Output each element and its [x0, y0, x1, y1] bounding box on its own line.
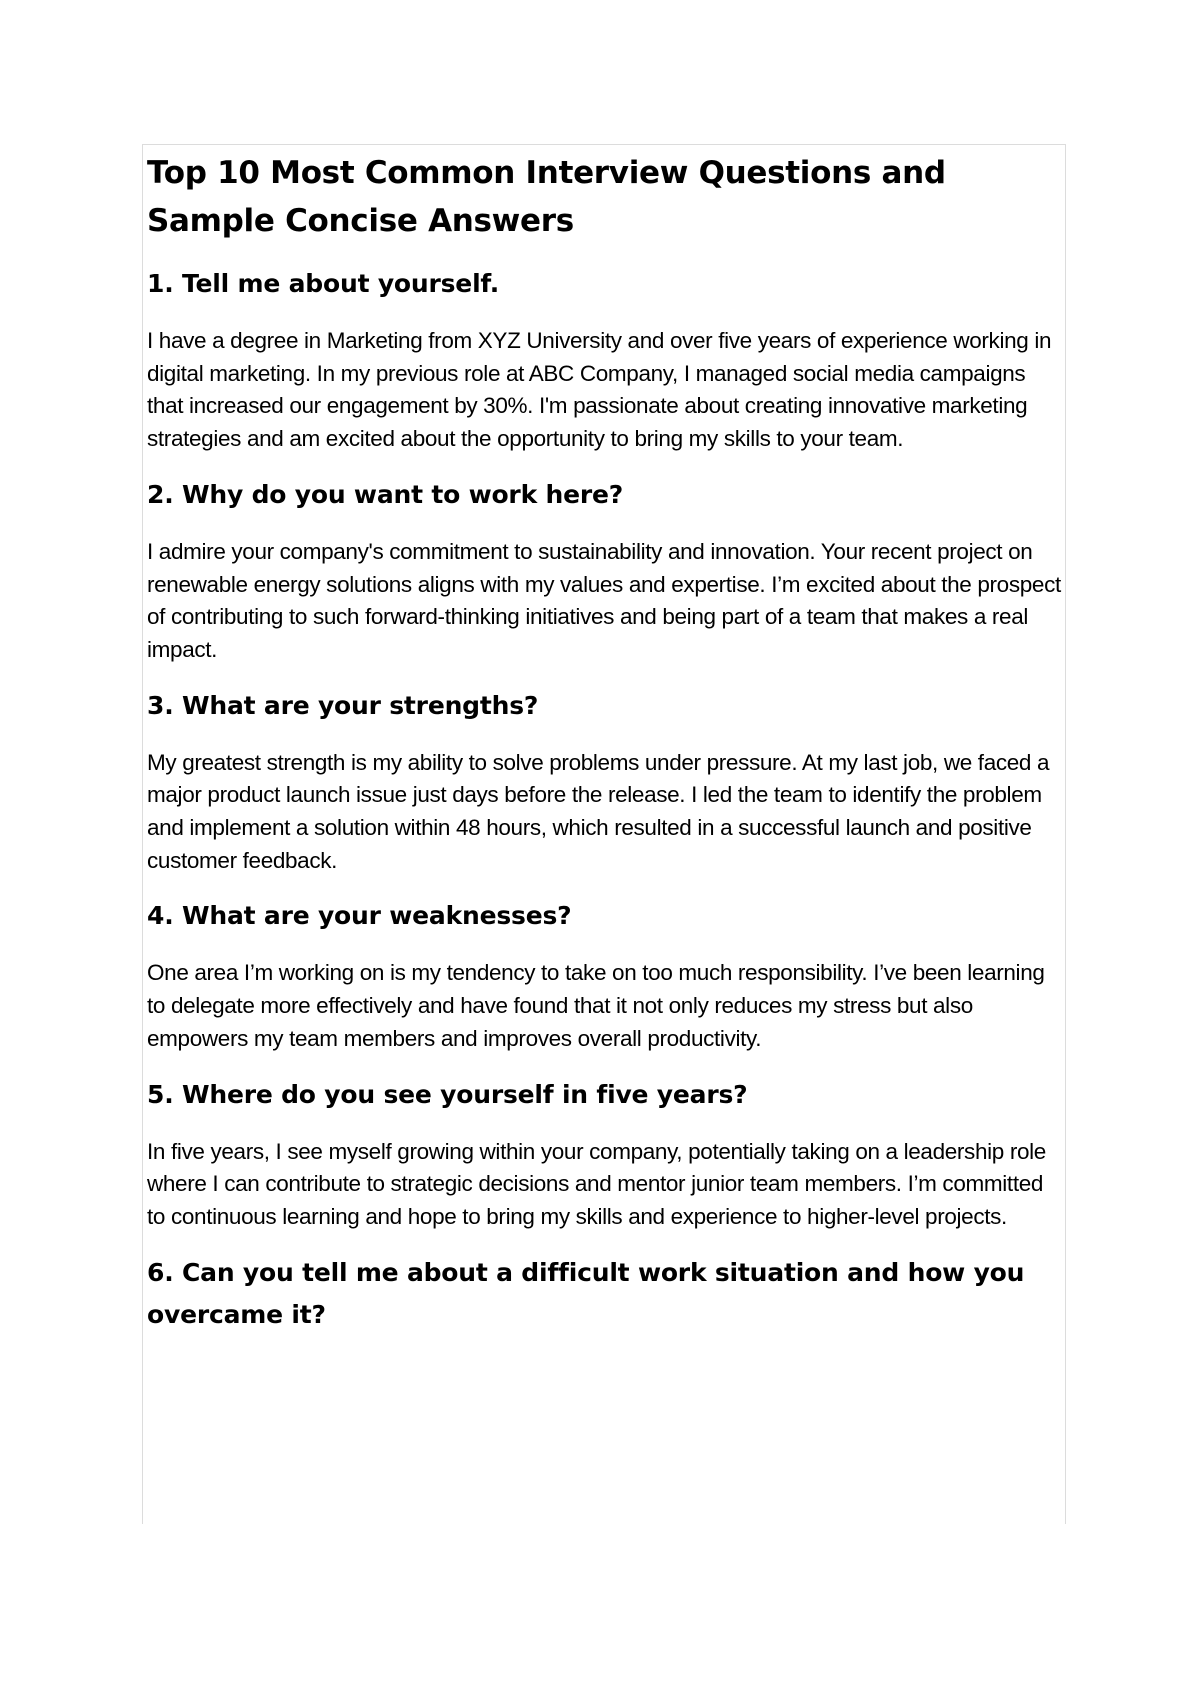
page-title: Top 10 Most Common Interview Questions and Sample Concise Answers — [147, 155, 946, 239]
question-heading: 3. What are your strengths? — [147, 690, 539, 720]
question-heading: 2. Why do you want to work here? — [147, 479, 624, 509]
question-heading: 6. Can you tell me about a difficult work situation and how you overcame it? — [147, 1257, 1025, 1329]
question-heading: 4. What are your weaknesses? — [147, 901, 572, 931]
document-frame — [142, 144, 1066, 1524]
answer-paragraph: I have a degree in Marketing from XYZ University and over five years of experience working in digital marketing. In my previous role at ABC Company, I managed social media campaigns that increased our engagement by 30%. I'm passionate about creating innovative marketing strategies and am excited about the opportunity to bring my skills to your team. — [147, 328, 1052, 452]
answer-paragraph: One area I’m working on is my tendency to take on too much responsibility. I’ve been learning to delegate more effectively and have found that it not only reduces my stress but also empowers my team members and improves overall productivity. — [147, 960, 1045, 1051]
answer-paragraph: I admire your company's commitment to sustainability and innovation. Your recent project on renewable energy solutions aligns with my values and expertise. I’m excited about the prospect of contributing to such forward-thinking initiatives and being part of a team that makes a real impact. — [147, 538, 1061, 662]
answer-paragraph: My greatest strength is my ability to solve problems under pressure. At my last job, we faced a major product launch issue just days before the release. I led the team to identify the problem and implement a solution within 48 hours, which resulted in a successful launch and positive customer feedback. — [147, 749, 1050, 873]
answer-paragraph: In five years, I see myself growing within your company, potentially taking on a leadership role where I can contribute to strategic decisions and mentor junior team members. I’m committed to continuous learning and hope to bring my skills and experience to higher-level projects. — [147, 1138, 1046, 1229]
question-heading: 5. Where do you see yourself in five years? — [147, 1079, 748, 1109]
document-content — [147, 145, 1061, 1336]
question-heading: 1. Tell me about yourself. — [147, 269, 500, 298]
